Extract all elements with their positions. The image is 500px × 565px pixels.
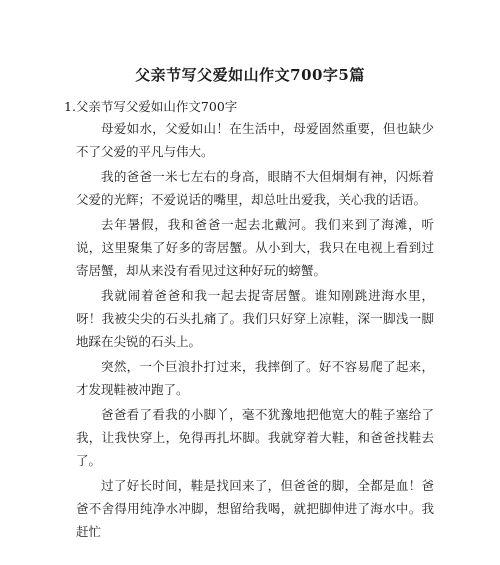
paragraph: 爸爸看了看我的小脚丫，毫不犹豫地把他宽大的鞋子塞给了我，让我快穿上，免得再扎坏脚。我就穿着大鞋，和爸爸找鞋去了。	[76, 407, 434, 468]
document-body	[76, 117, 434, 545]
document-title: 父亲节写父爱如山作文700字5篇	[135, 66, 365, 84]
section-heading: 1.父亲节写父爱如山作文700字	[64, 99, 238, 114]
paragraph: 去年暑假，我和爸爸一起去北戴河。我们来到了海滩，听说，这里聚集了好多的寄居蟹。从小到大，我只在电视上看到过寄居蟹，却从来没有看见过这种好玩的螃蟹。	[76, 217, 434, 278]
paragraph: 过了好长时间，鞋是找回来了，但爸爸的脚，全都是血！爸爸不舍得用纯净水冲脚，想留给我喝，就把脚伸进了海水中。我赶忙	[76, 478, 434, 539]
paragraph: 我的爸爸一米七左右的身高，眼睛不大但炯炯有神，闪烁着父爱的光辉；不爱说话的嘴里，却总吐出爱我，关心我的话语。	[76, 169, 434, 207]
paragraph: 突然，一个巨浪扑打过来，我摔倒了。好不容易爬了起来，才发现鞋被冲跑了。	[76, 359, 434, 397]
paragraph: 我就闹着爸爸和我一起去捉寄居蟹。谁知刚跳进海水里，呀！我被尖尖的石头扎痛了。我们只好穿上凉鞋，深一脚浅一脚地踩在尖锐的石头上。	[76, 288, 434, 349]
paragraph: 母爱如水，父爱如山！在生活中，母爱固然重要，但也缺少不了父爱的平凡与伟大。	[76, 121, 434, 159]
